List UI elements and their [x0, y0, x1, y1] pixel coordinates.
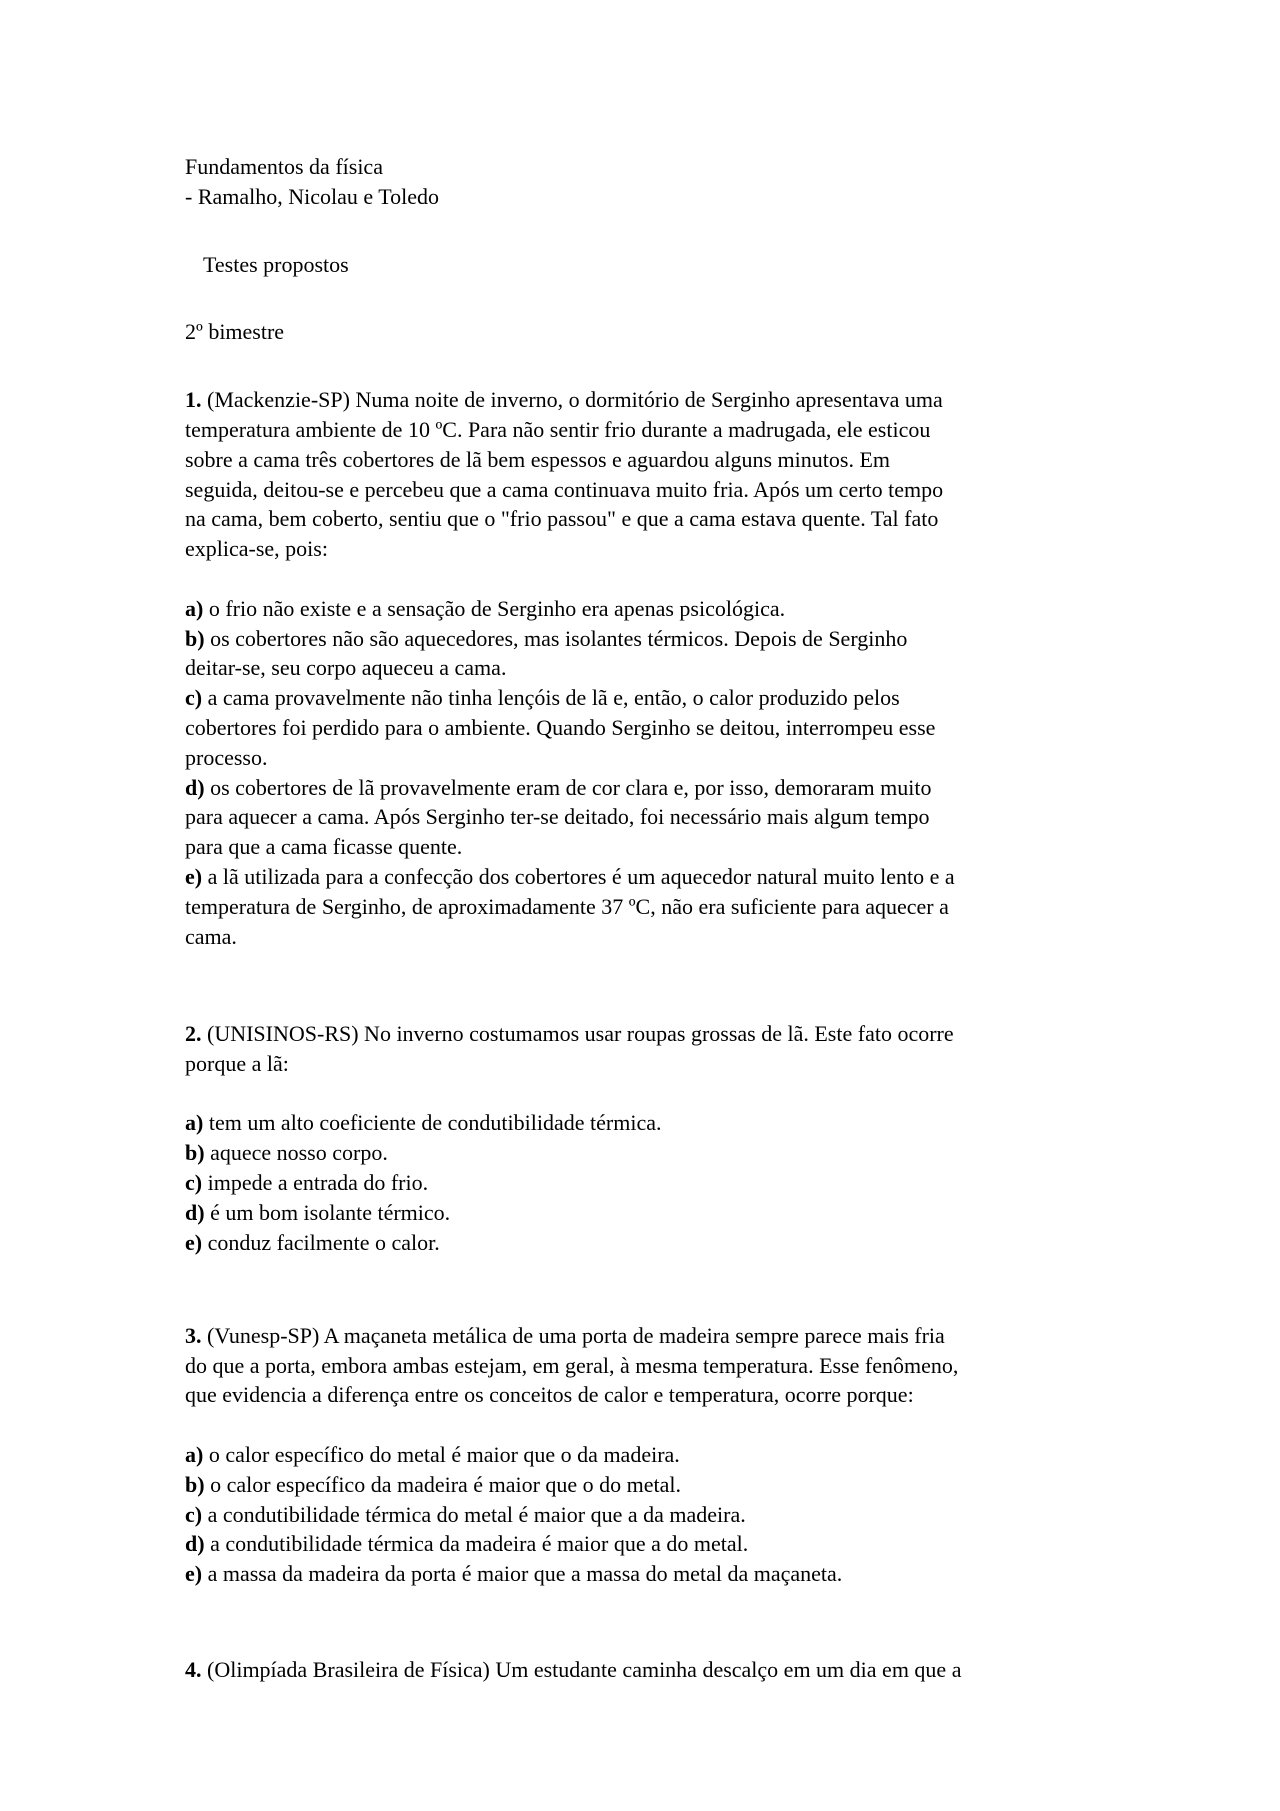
- option-c-cont: processo.: [185, 744, 268, 770]
- option-b: b) o calor específico da madeira é maior que o do metal.: [185, 1471, 682, 1497]
- book-title: Fundamentos da física: [185, 154, 383, 179]
- question-number: 2.: [185, 1020, 202, 1046]
- question-text: explica-se, pois:: [185, 536, 328, 562]
- option-d-cont: para que a cama ficasse quente.: [185, 834, 463, 860]
- question-text: seguida, deitou-se e percebeu que a cama continuava muito fria. Após um certo tempo: [185, 476, 944, 502]
- option-d: d) é um bom isolante térmico.: [185, 1199, 451, 1225]
- option-e: e) conduz facilmente o calor.: [185, 1229, 440, 1255]
- option-b: b) os cobertores não são aquecedores, mas isolantes térmicos. Depois de Serginho: [185, 625, 908, 651]
- option-c: c) impede a entrada do frio.: [185, 1169, 429, 1195]
- question-3: [185, 1321, 1115, 1589]
- option-e-cont: cama.: [185, 923, 237, 949]
- question-number: 1.: [185, 387, 202, 413]
- question-text: do que a porta, embora ambas estejam, em geral, à mesma temperatura. Esse fenômeno,: [185, 1352, 959, 1378]
- question-text: (Vunesp-SP) A maçaneta metálica de uma porta de madeira sempre parece mais fria: [201, 1322, 945, 1348]
- option-c-cont: cobertores foi perdido para o ambiente. Quando Serginho se deitou, interrompeu esse: [185, 714, 936, 740]
- question-text: (UNISINOS-RS) No inverno costumamos usar roupas grossas de lã. Este fato ocorre: [201, 1020, 954, 1046]
- option-b-cont: deitar-se, seu corpo aqueceu a cama.: [185, 655, 507, 681]
- question-text: sobre a cama três cobertores de lã bem espessos e aguardou alguns minutos. Em: [185, 446, 891, 472]
- question-number: 4.: [185, 1656, 202, 1682]
- question-2: [185, 1019, 1115, 1257]
- option-e: e) a massa da madeira da porta é maior que a massa do metal da maçaneta.: [185, 1561, 843, 1587]
- question-text: (Olimpíada Brasileira de Física) Um estudante caminha descalço em um dia em que a: [201, 1656, 962, 1682]
- option-d: d) os cobertores de lã provavelmente eram de cor clara e, por isso, demoraram muito: [185, 774, 932, 800]
- question-text: que evidencia a diferença entre os conceitos de calor e temperatura, ocorre porque:: [185, 1382, 914, 1408]
- option-a: a) tem um alto coeficiente de condutibilidade térmica.: [185, 1110, 662, 1136]
- option-c: c) a cama provavelmente não tinha lençóis de lã e, então, o calor produzido pelos: [185, 685, 900, 711]
- option-a: a) o calor específico do metal é maior que o da madeira.: [185, 1442, 680, 1468]
- book-authors: - Ramalho, Nicolau e Toledo: [185, 183, 440, 209]
- question-number: 3.: [185, 1322, 202, 1348]
- option-d-cont: para aquecer a cama. Após Serginho ter-se deitado, foi necessário mais algum tempo: [185, 804, 930, 830]
- option-e-cont: temperatura de Serginho, de aproximadamente 37 ºC, não era suficiente para aquecer a: [185, 893, 949, 919]
- period-label: 2º bimestre: [185, 319, 285, 345]
- question-1: [185, 385, 1115, 951]
- option-e: e) a lã utilizada para a confecção dos cobertores é um aquecedor natural muito lento e a: [185, 863, 955, 889]
- question-text: na cama, bem coberto, sentiu que o "frio passou" e que a cama estava quente. Tal fato: [185, 506, 939, 532]
- option-c: c) a condutibilidade térmica do metal é maior que a da madeira.: [185, 1501, 746, 1527]
- option-d: d) a condutibilidade térmica da madeira é maior que a do metal.: [185, 1531, 749, 1557]
- option-b: b) aquece nosso corpo.: [185, 1140, 388, 1166]
- question-text: (Mackenzie-SP) Numa noite de inverno, o dormitório de Serginho apresentava uma: [201, 387, 943, 413]
- question-text: porque a lã:: [185, 1050, 289, 1076]
- question-4: [185, 1655, 1115, 1685]
- section-title: Testes propostos: [203, 251, 349, 277]
- question-text: temperatura ambiente de 10 ºC. Para não sentir frio durante a madrugada, ele esticou: [185, 416, 931, 442]
- option-a: a) o frio não existe e a sensação de Serginho era apenas psicológica.: [185, 595, 786, 621]
- document-content: [185, 152, 1115, 1684]
